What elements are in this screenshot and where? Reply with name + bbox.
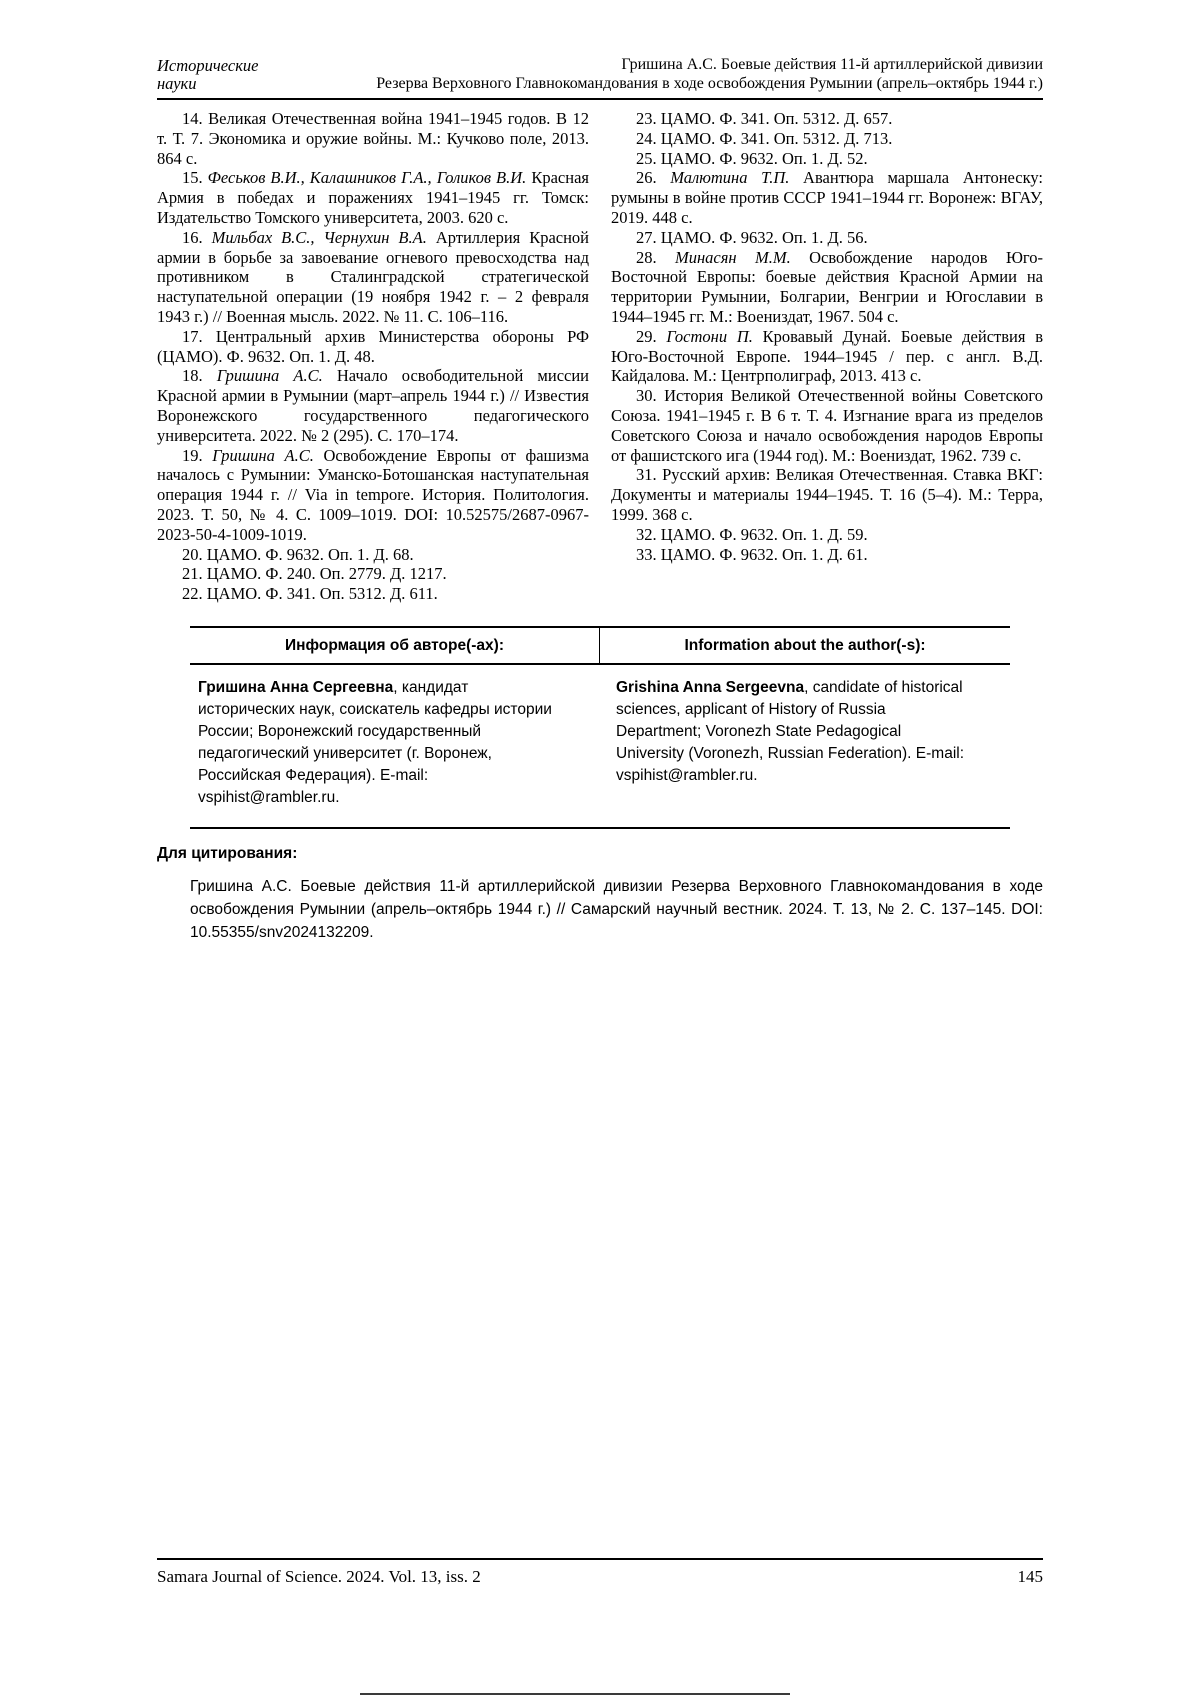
page-footer [157,1558,1043,1587]
reference-text: ЦАМО. Ф. 341. Оп. 5312. Д. 657. [660,109,893,128]
reference-text: ЦАМО. Ф. 9632. Оп. 1. Д. 59. [660,524,868,544]
reference-authors: Гришина А.С. [216,366,323,386]
reference-text: Авантюра маршала Антонеску: румыны в войне против СССР 1941–1944 гг. Воронеж: ВГАУ, 2019. 448 с. [611,168,1043,227]
reference-item [157,564,589,584]
citation-label: Для цитирования: [157,844,298,862]
reference-text: Артиллерия Красной армии в борьбе за завоевание огневого превосходства над противником в Сталинградской стратегической наступательной операции (19 ноября 1942 г. – 2 февраля 1943 г.) // Военная мысль. 2022. № 11. С. 106–116. [157,227,590,326]
footer-journal-name: Samara Journal of Science. 2024. Vol. 13, iss. 2 [157,1567,481,1586]
running-title-line2: Резерва Верховного Главнокомандования в ходе освобождения Румынии (апрель–октябрь 1944 г.) [376,75,1043,92]
author-name-en: Grishina Anna Sergeevna [616,678,805,696]
reference-item [611,168,1043,227]
reference-number: 32. [636,524,657,544]
reference-item [611,545,1043,565]
reference-item [611,386,1043,465]
reference-number: 17. [182,326,203,346]
reference-item [157,584,589,604]
reference-item [611,525,1043,545]
reference-number: 26. [636,168,657,188]
reference-number: 14. [182,109,203,128]
reference-item [611,228,1043,248]
reference-item [157,228,589,327]
reference-number: 22. [182,584,203,604]
reference-text: Освобождение Европы от фашизма началось с Румынии: Уманско-Ботошанская наступательная операция 1944 г. // Via in tempore. История. Политология. 2023. Т. 50, № 4. С. 1009–1019. DOI: 10.52575/2687-0967-2023-50-4-1009-1019. [157,445,589,544]
reference-text: Центральный архив Министерства обороны РФ (ЦАМО). Ф. 9632. Оп. 1. Д. 48. [157,326,590,366]
reference-text: Русский архив: Великая Отечественная. Ставка ВКГ: Документы и материалы 1944–1945. Т. 16 (5–4). М.: Терра, 1999. 368 с. [611,465,1044,524]
reference-text: ЦАМО. Ф. 9632. Оп. 1. Д. 68. [206,544,414,564]
reference-number: 27. [636,227,657,247]
reference-item [157,109,589,168]
running-head [157,55,1043,100]
reference-number: 16. [182,227,203,247]
reference-item [157,168,589,227]
reference-authors: Гостони П. [666,326,753,346]
section-label [157,57,259,93]
reference-number: 33. [636,544,657,564]
reference-text: ЦАМО. Ф. 341. Оп. 5312. Д. 713. [660,128,893,148]
reference-text: ЦАМО. Ф. 9632. Оп. 1. Д. 52. [660,148,868,168]
reference-item [157,366,589,445]
author-info-header-en: Information about the author(-s): [684,636,926,654]
reference-number: 23. [636,109,657,128]
references-column-right [611,109,1043,604]
reference-text: ЦАМО. Ф. 9632. Оп. 1. Д. 61. [660,544,868,564]
author-info-header-ru: Информация об авторе(-ах): [190,628,600,663]
reference-item [157,545,589,565]
author-info-body-row [190,665,1010,827]
reference-text: ЦАМО. Ф. 240. Оп. 2779. Д. 1217. [206,564,447,584]
reference-number: 20. [182,544,203,564]
author-details-en: , candidate of historical sciences, applicant of History of Russia Department; Voronezh State Pedagogical University (Voronezh, Russian Federation). E-mail: vspihist@rambler.ru. [616,678,965,784]
reference-number: 19. [182,445,203,465]
reference-number: 15. [182,168,203,188]
reference-text: Освобождение народов Юго-Восточной Европы: боевые действия Красной Армии на территории Румынии, Болгарии, Венгрии и Югославии в 1944–1945 гг. М.: Воениздат, 1967. 504 с. [611,247,1044,326]
reference-number: 18. [182,366,203,386]
page-content [157,55,1043,944]
reference-item [611,129,1043,149]
reference-authors: Гришина А.С. [212,445,314,465]
reference-number: 21. [182,564,203,584]
reference-number: 25. [636,148,657,168]
reference-item [611,109,1043,129]
reference-text: История Великой Отечественной войны Советского Союза. 1941–1945 г. В 6 т. Т. 4. Изгнание врага из пределов Советского Союза и начало освобождения народов Европы от фашистского ига (1944 год). М.: Воениздат, 1962. 739 с. [611,386,1043,465]
reference-number: 29. [636,326,657,346]
reference-text: Красная Армия в победах и поражениях 1941–1945 гг. Томск: Издательство Томского университета, 2003. 620 с. [157,168,589,227]
citation-text: Гришина А.С. Боевые действия 11-й артиллерийской дивизии Резерва Верховного Главнокомандования в ходе освобождения Румынии (апрель–октябрь 1944 г.) // Самарский научный вестник. 2024. Т. 13, № 2. С. 137–145. DOI: 10.55355/snv2024132209. [190,877,1043,941]
author-info-header-row [190,628,1010,665]
reference-text: Начало освободительной миссии Красной армии в Румынии (март–апрель 1944 г.) // Известия Воронежского государственного педагогического университета. 2022. № 2 (295). С. 170–174. [157,366,589,445]
author-name-ru: Гришина Анна Сергеевна [198,678,394,696]
author-info-table [190,626,1010,829]
running-title-line1: Гришина А.С. Боевые действия 11-й артиллерийской дивизии [621,56,1043,73]
reference-item [611,465,1043,524]
reference-number: 24. [636,128,657,148]
author-info-cell-ru [190,665,600,827]
references-section [157,109,1043,604]
reference-number: 31. [636,465,657,485]
reference-text: Кровавый Дунай. Боевые действия в Юго-Восточной Европе. 1944–1945 / пер. с англ. В.Д. Кайдалова. М.: Центрполиграф, 2013. 413 с. [611,326,1043,386]
reference-item [611,149,1043,169]
reference-number: 30. [636,386,657,406]
running-title [376,55,1043,93]
reference-text: Великая Отечественная война 1941–1945 годов. В 12 т. Т. 7. Экономика и оружие войны. М.: Кучково поле, 2013. 864 с. [157,109,590,168]
reference-authors: Малютина Т.П. [670,168,790,188]
reference-item [611,327,1043,386]
citation-block [157,845,1043,944]
reference-authors: Минасян М.М. [675,247,791,267]
reference-item [157,327,589,367]
author-details-ru: , кандидат исторических наук, соискатель кафедры истории России; Воронежский государственный педагогический университет (г. Воронеж, Российская Федерация). E-mail: vspihist@rambler.ru. [198,678,552,806]
reference-text: ЦАМО. Ф. 341. Оп. 5312. Д. 611. [206,584,438,604]
section-label-line1: Исторические [157,56,259,75]
reference-item [157,446,589,545]
reference-authors: Мильбах В.С., Чернухин В.А. [211,227,427,247]
footer-page-number: 145 [1017,1567,1043,1586]
page-edge-artifact [360,1693,790,1695]
reference-authors: Феськов В.И., Калашников Г.А., Голиков В.И. [207,168,527,188]
reference-item [611,248,1043,327]
references-column-left [157,109,589,604]
author-info-cell-en [600,665,1010,827]
reference-text: ЦАМО. Ф. 9632. Оп. 1. Д. 56. [660,227,868,247]
section-label-line2: науки [157,74,197,93]
reference-number: 28. [636,247,657,267]
